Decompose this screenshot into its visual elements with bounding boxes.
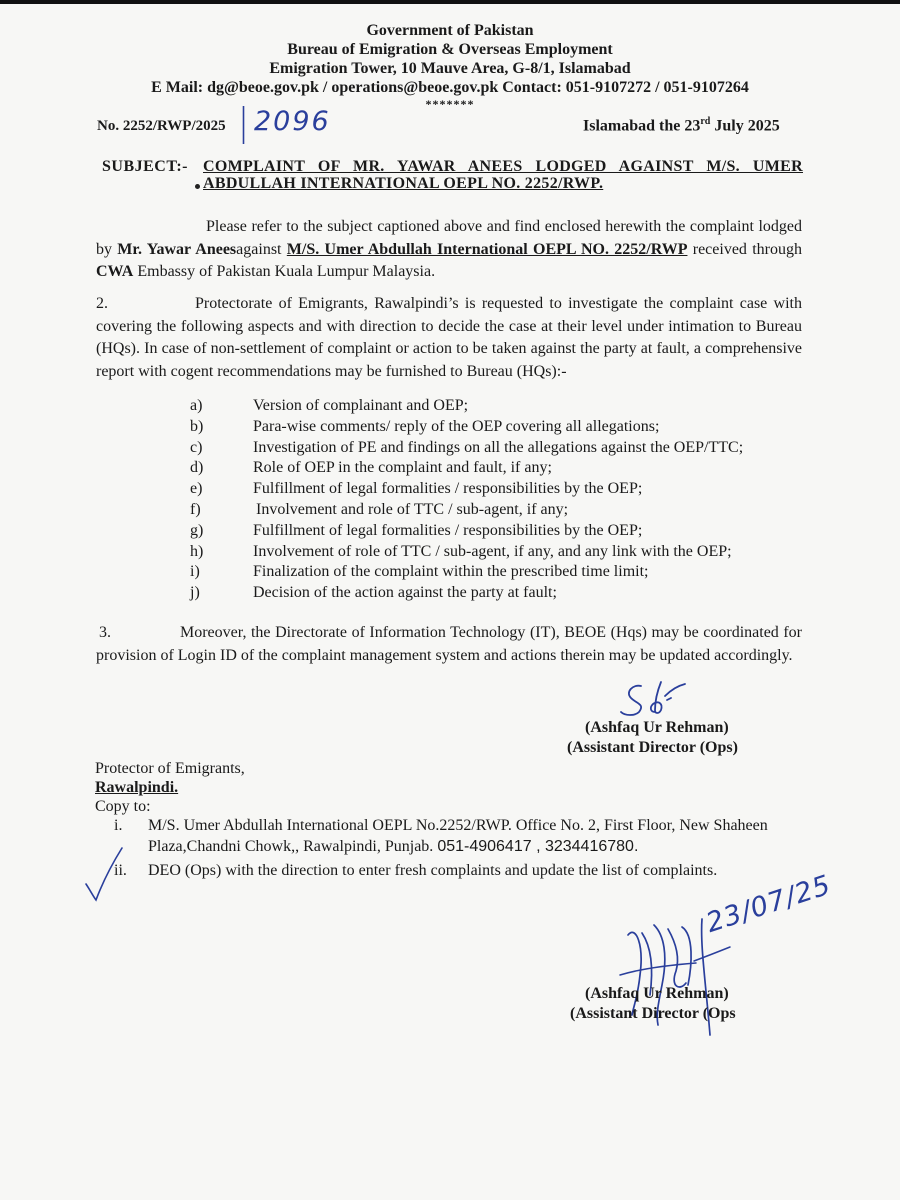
signatory-name: (Ashfaq Ur Rehman) bbox=[585, 719, 729, 736]
signatory-2-title: (Assistant Director (Ops bbox=[570, 1005, 736, 1022]
list-item-letter: f) bbox=[190, 501, 201, 518]
copy-1-phones: 051-4906417 , 3234416780. bbox=[437, 838, 639, 855]
list-item-text: Fulfillment of legal formalities / responsibilities by the OEP; bbox=[253, 480, 643, 498]
list-item-text: Involvement of role of TTC / sub-agent, if any, and any link with the OEP; bbox=[253, 542, 732, 560]
list-item-letter: g) bbox=[190, 521, 204, 539]
list-item-letter: b) bbox=[190, 417, 204, 435]
list-item-text: Version of complainant and OEP; bbox=[253, 397, 469, 414]
para1-text-2: against bbox=[236, 240, 287, 258]
letterhead-line-3: Emigration Tower, 10 Mauve Area, G-8/1, Islamabad bbox=[269, 60, 631, 77]
letterhead-line-4: E Mail: dg@beoe.gov.pk / operations@beoe.gov.pk Contact: 051-9107272 / 051-9107264 bbox=[151, 79, 749, 96]
place-date bbox=[583, 116, 780, 135]
handwritten-diary-number: 2096 bbox=[254, 106, 331, 137]
subject-label: SUBJECT:- bbox=[102, 158, 188, 175]
signatory-title: (Assistant Director (Ops) bbox=[567, 739, 738, 756]
copy-1-address: Plaza,Chandni Chowk,, Rawalpindi, Punjab. bbox=[148, 838, 438, 855]
copy-2-line-1: DEO (Ops) with the direction to enter fresh complaints and update the list of complaints. bbox=[148, 862, 718, 879]
signature-mark bbox=[615, 678, 690, 720]
list-item-letter: a) bbox=[190, 397, 203, 414]
copy-1-line-2 bbox=[148, 838, 638, 856]
list-item-text: Para-wise comments/ reply of the OEP covering all allegations; bbox=[253, 417, 660, 435]
list-item-letter: c) bbox=[190, 438, 203, 456]
list-item-letter: d) bbox=[190, 459, 204, 477]
letterhead-line-1: Government of Pakistan bbox=[366, 22, 534, 39]
list-item-text: Finalization of the complaint within the prescribed time limit; bbox=[253, 563, 649, 581]
subject-line-1: COMPLAINT OF MR. YAWAR ANEES LODGED AGAINST M/S. UMER bbox=[203, 158, 803, 175]
subject-line-2: ABDULLAH INTERNATIONAL OEPL NO. 2252/RWP. bbox=[203, 175, 604, 192]
scan-top-border bbox=[0, 0, 900, 4]
list-item-text: Decision of the action against the party at fault; bbox=[253, 584, 557, 602]
letterhead-line-2: Bureau of Emigration & Overseas Employment bbox=[287, 41, 613, 58]
para3-text: Moreover, the Directorate of Information Technology (IT), BEOE (Hqs) may be coordinated for provision of Login ID of the complaint management system and actions therein may be updated accordingly. bbox=[96, 624, 802, 664]
list-item-letter: i) bbox=[190, 563, 200, 581]
copy-1-number: i. bbox=[114, 817, 123, 834]
date-superscript: rd bbox=[700, 116, 711, 127]
letterhead-stars: ******* bbox=[425, 97, 475, 111]
list-item-text: Investigation of PE and findings on all the allegations against the OEP/TTC; bbox=[253, 438, 744, 456]
tick-mark bbox=[84, 844, 126, 904]
copy-1-line-1: M/S. Umer Abdullah International OEPL No.2252/RWP. Office No. 2, First Floor, New Shaheen bbox=[148, 817, 768, 834]
paragraph-2 bbox=[96, 293, 802, 383]
list-item-text: Involvement and role of TTC / sub-agent, if any; bbox=[256, 501, 569, 518]
list-item-text: Fulfillment of legal formalities / responsibilities by the OEP; bbox=[253, 521, 643, 539]
recipient-line-1: Protector of Emigrants, bbox=[95, 760, 245, 777]
para2-text: Protectorate of Emigrants, Rawalpindi’s is requested to investigate the complaint case with covering the following aspects and with direction to decide the case at their level under intimation to Bureau (HQs). In case of non-settlement of complaint or action to be taken against the party at fault, a comprehensive report with cogent recommendations may be furnished to Bureau (HQs):- bbox=[96, 295, 802, 380]
list-item-letter: j) bbox=[190, 584, 200, 602]
signatory-2-name: (Ashfaq Ur Rehman) bbox=[585, 985, 729, 1002]
handwritten-date: 23/07/25 bbox=[702, 869, 835, 939]
para1-text-1: Please refer to the subject captioned above and find enclosed herewith the complaint lodged by bbox=[96, 218, 802, 258]
copy-to-label: Copy to: bbox=[95, 798, 151, 815]
handwritten-number-bar bbox=[242, 104, 245, 146]
oep-name: M/S. Umer Abdullah International OEPL NO. 2252/RWP bbox=[286, 240, 688, 258]
complainant-name: Mr. Yawar Anees bbox=[117, 240, 237, 258]
para1-text-4: Embassy of Pakistan Kuala Lumpur Malaysia. bbox=[133, 263, 436, 280]
recipient-line-2: Rawalpindi. bbox=[95, 779, 179, 796]
cwa-label: CWA bbox=[96, 263, 134, 280]
copy-2-number: ii. bbox=[114, 862, 127, 879]
reference-number: No. 2252/RWP/2025 bbox=[97, 118, 226, 134]
para3-number: 3. bbox=[99, 624, 111, 641]
paragraph-1 bbox=[96, 216, 802, 284]
para2-number: 2. bbox=[96, 295, 108, 312]
place-date-suffix: July 2025 bbox=[710, 117, 780, 135]
list-item-letter: h) bbox=[190, 542, 204, 560]
para1-text-3: received through bbox=[687, 240, 802, 258]
paragraph-3 bbox=[96, 622, 802, 667]
list-item-text: Role of OEP in the complaint and fault, if any; bbox=[253, 459, 552, 477]
place-date-prefix: Islamabad the 23 bbox=[583, 117, 701, 135]
list-item-letter: e) bbox=[190, 480, 203, 498]
subject-bullet-dot bbox=[195, 184, 200, 189]
